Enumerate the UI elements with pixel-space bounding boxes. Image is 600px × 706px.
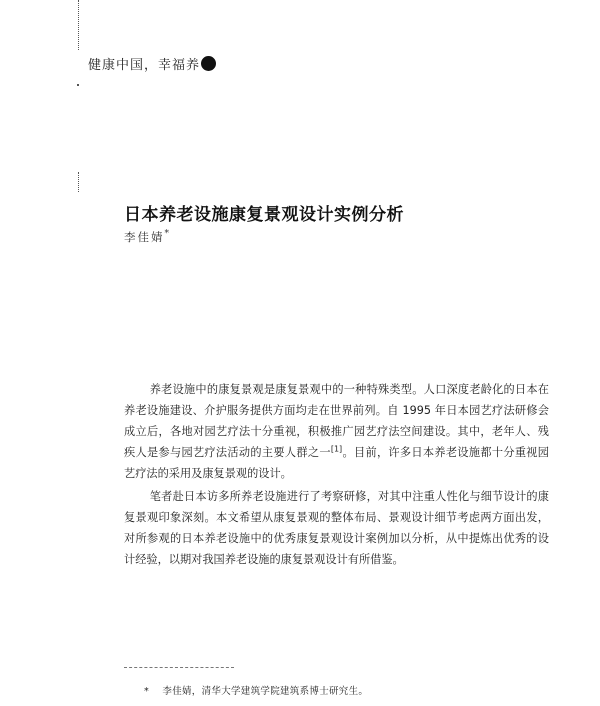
- footnote-text: 李佳婧，清华大学建筑学院建筑系博士研究生。: [162, 686, 369, 697]
- body-paragraph-1: [124, 379, 549, 484]
- margin-guide-top: [78, 0, 79, 50]
- paragraph-1-text: 养老设施中的康复景观是康复景观中的一种特殊类型。人口深度老龄化的日本在养老设施建设、介护服务提供方面均走在世界前列。自 1995 年日本园艺疗法研修会成立后，各地对园艺疗法十分重视，积极推广园艺疗法空间建设。其中，老年人、残疾人是参与园艺疗法活动的主要人群之一: [124, 383, 549, 459]
- running-head-text: 健康中国，幸福养: [88, 58, 201, 73]
- author-name: 李佳婧: [124, 230, 165, 244]
- footnote-mark: *: [144, 686, 150, 697]
- article-title: 日本养老设施康复景观设计实例分析: [124, 205, 404, 225]
- article-author: [124, 229, 169, 245]
- footnote-divider: [124, 667, 234, 668]
- article-body: [124, 379, 549, 570]
- paragraph-1-text-end: 。目前，许多日本养老设施都十分重视园艺疗法的采用及康复景观的设计。: [124, 446, 549, 480]
- margin-guide-middle: [78, 172, 79, 192]
- footnote: [144, 683, 368, 697]
- filled-circle-icon: [201, 56, 216, 71]
- running-head: [88, 54, 216, 73]
- author-footnote-mark: *: [164, 229, 169, 240]
- reference-citation: [1]: [330, 444, 343, 454]
- body-paragraph-2: 笔者赴日本访多所养老设施进行了考察研修，对其中注重人性化与细节设计的康复景观印象深刻。本文希望从康复景观的整体布局、景观设计细节考虑两方面出发，对所参观的日本养老设施中的优秀康复景观设计案例加以分析，从中提炼出优秀的设计经验，以期对我国养老设施的康复景观设计有所借鉴。: [124, 490, 549, 566]
- margin-guide-dot: [77, 84, 79, 86]
